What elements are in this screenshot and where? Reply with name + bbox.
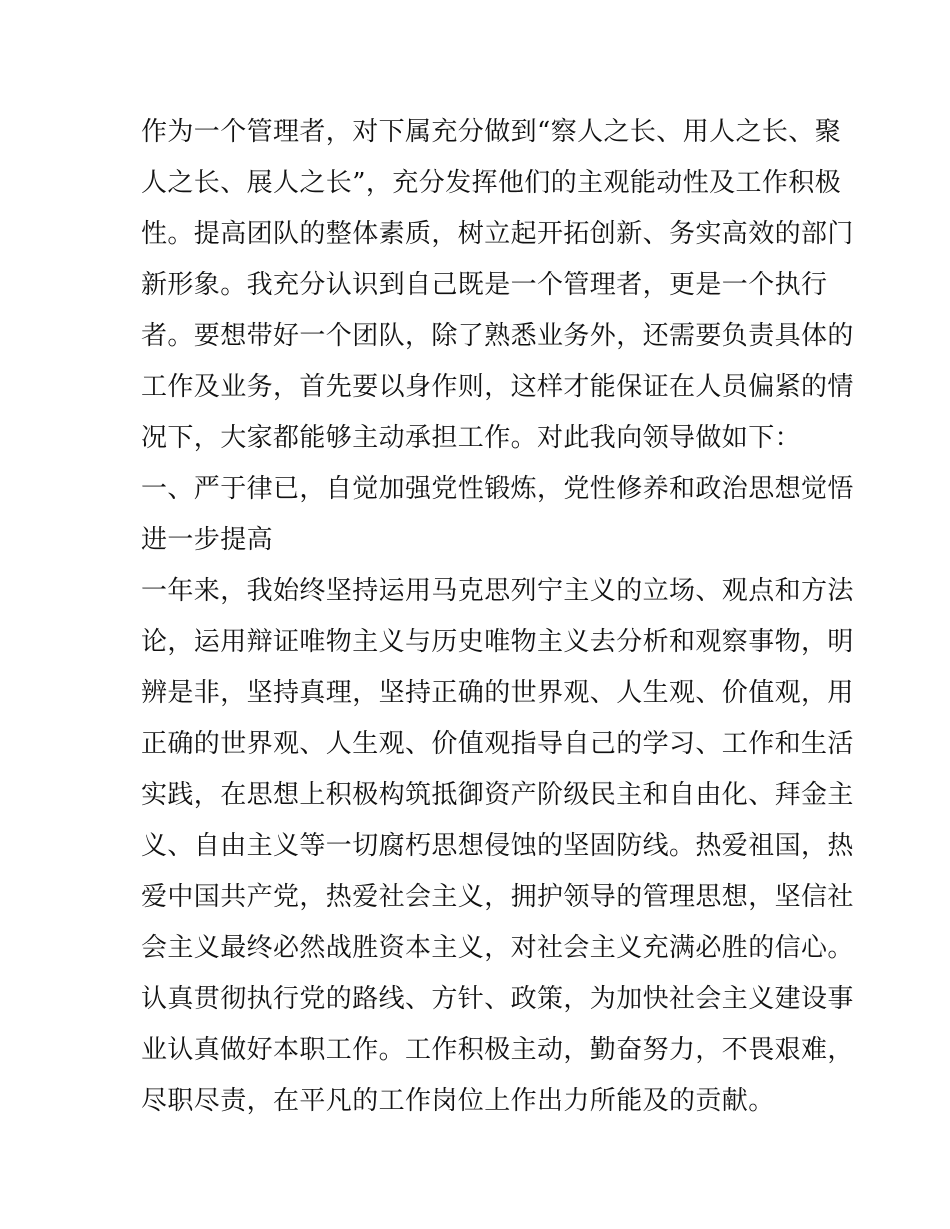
text-line: 尽职尽责，在平凡的工作岗位上作出力所能及的贡献。 — [141, 1086, 775, 1116]
text-line: 一年来，我始终坚持运用马克思列宁主义的立场、观点和方法 — [141, 576, 854, 606]
text-line: 作为一个管理者，对下属充分做到“察人之长、用人之长、聚 — [141, 117, 842, 147]
text-line: 实践，在思想上积极构筑抵御资产阶级民主和自由化、拜金主 — [141, 780, 854, 810]
text-line: 义、自由主义等一切腐朽思想侵蚀的坚固防线。热爱祖国，热 — [141, 831, 854, 861]
text-line: 工作及业务，首先要以身作则，这样才能保证在人员偏紧的情 — [141, 372, 854, 402]
body-text — [141, 107, 854, 1127]
section-heading-line: 一、严于律已，自觉加强党性锻炼，党性修养和政治思想觉悟 — [141, 474, 854, 504]
text-line: 正确的世界观、人生观、价值观指导自己的学习、工作和生活 — [141, 729, 854, 759]
text-line: 况下，大家都能够主动承担工作。对此我向领导做如下： — [141, 423, 802, 453]
text-line: 业认真做好本职工作。工作积极主动，勤奋努力，不畏艰难， — [141, 1035, 854, 1065]
text-line: 性。提高团队的整体素质，树立起开拓创新、务实高效的部门 — [141, 219, 854, 249]
text-line: 者。要想带好一个团队，除了熟悉业务外，还需要负责具体的 — [141, 321, 854, 351]
section-heading-line: 进一步提高 — [141, 525, 274, 555]
text-line: 新形象。我充分认识到自己既是一个管理者，更是一个执行 — [141, 270, 828, 300]
text-line: 认真贯彻执行党的路线、方针、政策，为加快社会主义建设事 — [141, 984, 854, 1014]
text-line: 辨是非，坚持真理，坚持正确的世界观、人生观、价值观，用 — [141, 678, 854, 708]
text-line: 论，运用辩证唯物主义与历史唯物主义去分析和观察事物，明 — [141, 627, 854, 657]
text-line: 人之长、展人之长”，充分发挥他们的主观能动性及工作积极 — [141, 168, 842, 198]
text-line: 爱中国共产党，热爱社会主义，拥护领导的管理思想，坚信社 — [141, 882, 854, 912]
text-line: 会主义最终必然战胜资本主义，对社会主义充满必胜的信心。 — [141, 933, 854, 963]
